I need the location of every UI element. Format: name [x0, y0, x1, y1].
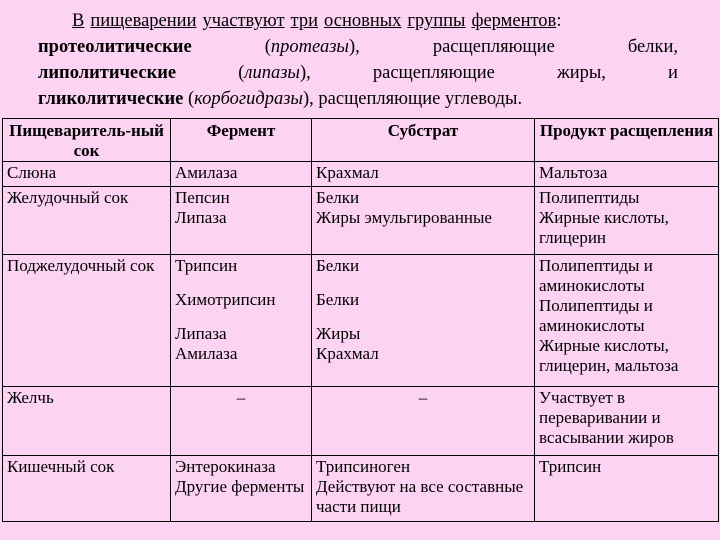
header-substrate: Субстрат [312, 119, 535, 162]
product-cell: Участвует в переваривании и всасывании жиров [535, 387, 719, 455]
intro-line-4 [38, 86, 678, 112]
product-cell: Полипептиды Жирные кислоты, глицерин [535, 186, 719, 254]
juice-cell: Слюна [3, 162, 171, 187]
substrate-cell: Трипсиноген Действуют на все составные части пищи [312, 455, 535, 521]
intro-word: три [290, 11, 319, 31]
intro-word: ферментов [471, 11, 557, 31]
intro-line-2 [38, 34, 678, 60]
header-digestive-juice: Пищеваритель-ный сок [3, 119, 171, 162]
substrate-cell: – [312, 387, 535, 455]
substrate-cell: Белки Белки Жиры Крахмал [312, 255, 535, 387]
intro-word: и [668, 63, 678, 83]
juice-cell: Желчь [3, 387, 171, 455]
table-row [3, 162, 719, 187]
table-header-row [3, 119, 719, 162]
header-enzyme: Фермент [171, 119, 312, 162]
intro-line-3 [38, 60, 678, 86]
intro-word: группы [407, 11, 466, 31]
enzyme-group-carbohydrases: (корбогидразы), [187, 89, 314, 109]
product-cell: Полипептиды и аминокислоты Полипептиды и аминокислоты Жирные кислоты, глицерин, мальтоза [535, 255, 719, 387]
intro-word: участвуют [202, 11, 285, 31]
enzyme-cell: Трипсин Химотрипсин Липаза Амилаза [171, 255, 312, 387]
enzyme-cell: Амилаза [171, 162, 312, 187]
juice-cell: Кишечный сок [3, 455, 171, 521]
enzyme-group-lipases: (липазы), [238, 63, 311, 83]
term-glycolytic: гликолитические [38, 89, 184, 109]
intro-word: В [72, 11, 85, 31]
product-cell: Мальтоза [535, 162, 719, 187]
intro-word: жиры, [556, 63, 606, 83]
term-proteolytic: протеолитические [38, 37, 192, 57]
intro-words: расщепляющие углеводы. [318, 89, 523, 109]
intro-word: расщепляющие [432, 37, 555, 57]
enzyme-group-proteases: (протеазы), [264, 37, 360, 57]
substrate-cell: Белки Жиры эмульгированные [312, 186, 535, 254]
intro-word: основных [324, 11, 402, 31]
substrate-cell: Крахмал [312, 162, 535, 187]
enzyme-cell: Энтерокиназа Другие ферменты [171, 455, 312, 521]
header-product: Продукт расщепления [535, 119, 719, 162]
intro-word: расщепляющие [372, 63, 495, 83]
intro-paragraph [38, 8, 678, 112]
table-row [3, 255, 719, 387]
digestive-enzymes-table [2, 118, 719, 522]
juice-cell: Поджелудочный сок [3, 255, 171, 387]
intro-line-1 [38, 8, 678, 34]
intro-word: пищеварении [90, 11, 197, 31]
intro-word: белки, [627, 37, 678, 57]
product-cell: Трипсин [535, 455, 719, 521]
juice-cell: Желудочный сок [3, 186, 171, 254]
intro-colon: : [556, 11, 562, 31]
table-row [3, 186, 719, 254]
enzyme-cell: – [171, 387, 312, 455]
term-lipolytic: липолитические [38, 63, 177, 83]
table-row [3, 455, 719, 521]
enzyme-cell: Пепсин Липаза [171, 186, 312, 254]
table-row [3, 387, 719, 455]
